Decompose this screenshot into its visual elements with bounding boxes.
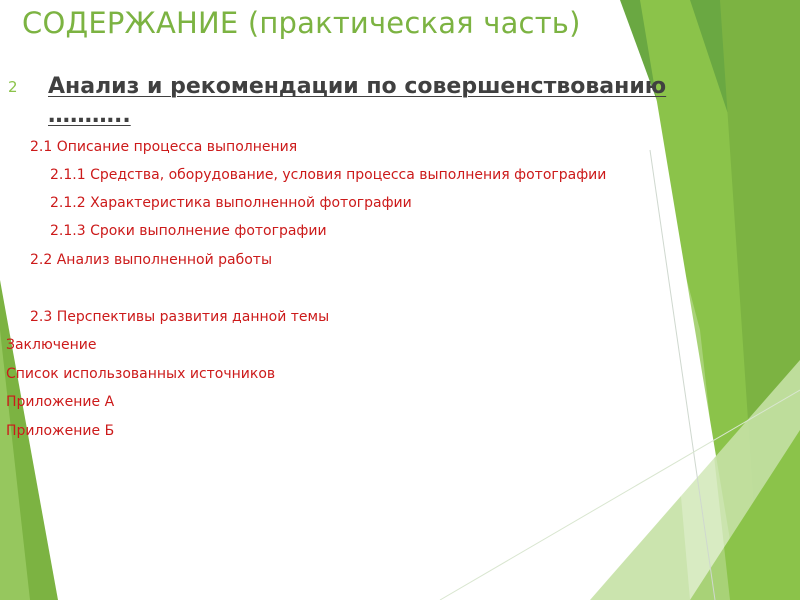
toc-item-2-3: 2.3 Перспективы развития данной темы [30, 309, 330, 325]
toc-item-conclusion: Заключение [6, 337, 97, 353]
section-heading [48, 72, 688, 130]
toc-item-2-2: 2.2 Анализ выполненной работы [30, 252, 272, 268]
toc-item-2-1-2: 2.1.2 Характеристика выполненной фотографии [50, 195, 412, 211]
toc-item-references: Список использованных источников [6, 366, 276, 382]
toc-item-appendix-a: Приложение А [6, 394, 115, 410]
toc-item-2-1-1: 2.1.1 Средства, оборудование, условия процесса выполнения фотографии [50, 167, 607, 183]
section-heading-line1: Анализ и рекомендации по совершенствованию [48, 74, 667, 99]
slide-title: СОДЕРЖАНИЕ (практическая часть) [22, 6, 581, 40]
toc-item-2-1-3: 2.1.3 Сроки выполнение фотографии [50, 223, 327, 239]
toc-item-2-1: 2.1 Описание процесса выполнения [30, 139, 298, 155]
section-bullet-number: 2 [8, 78, 18, 96]
toc-item-appendix-b: Приложение Б [6, 423, 115, 439]
section-heading-line2: ……….. [48, 103, 131, 128]
